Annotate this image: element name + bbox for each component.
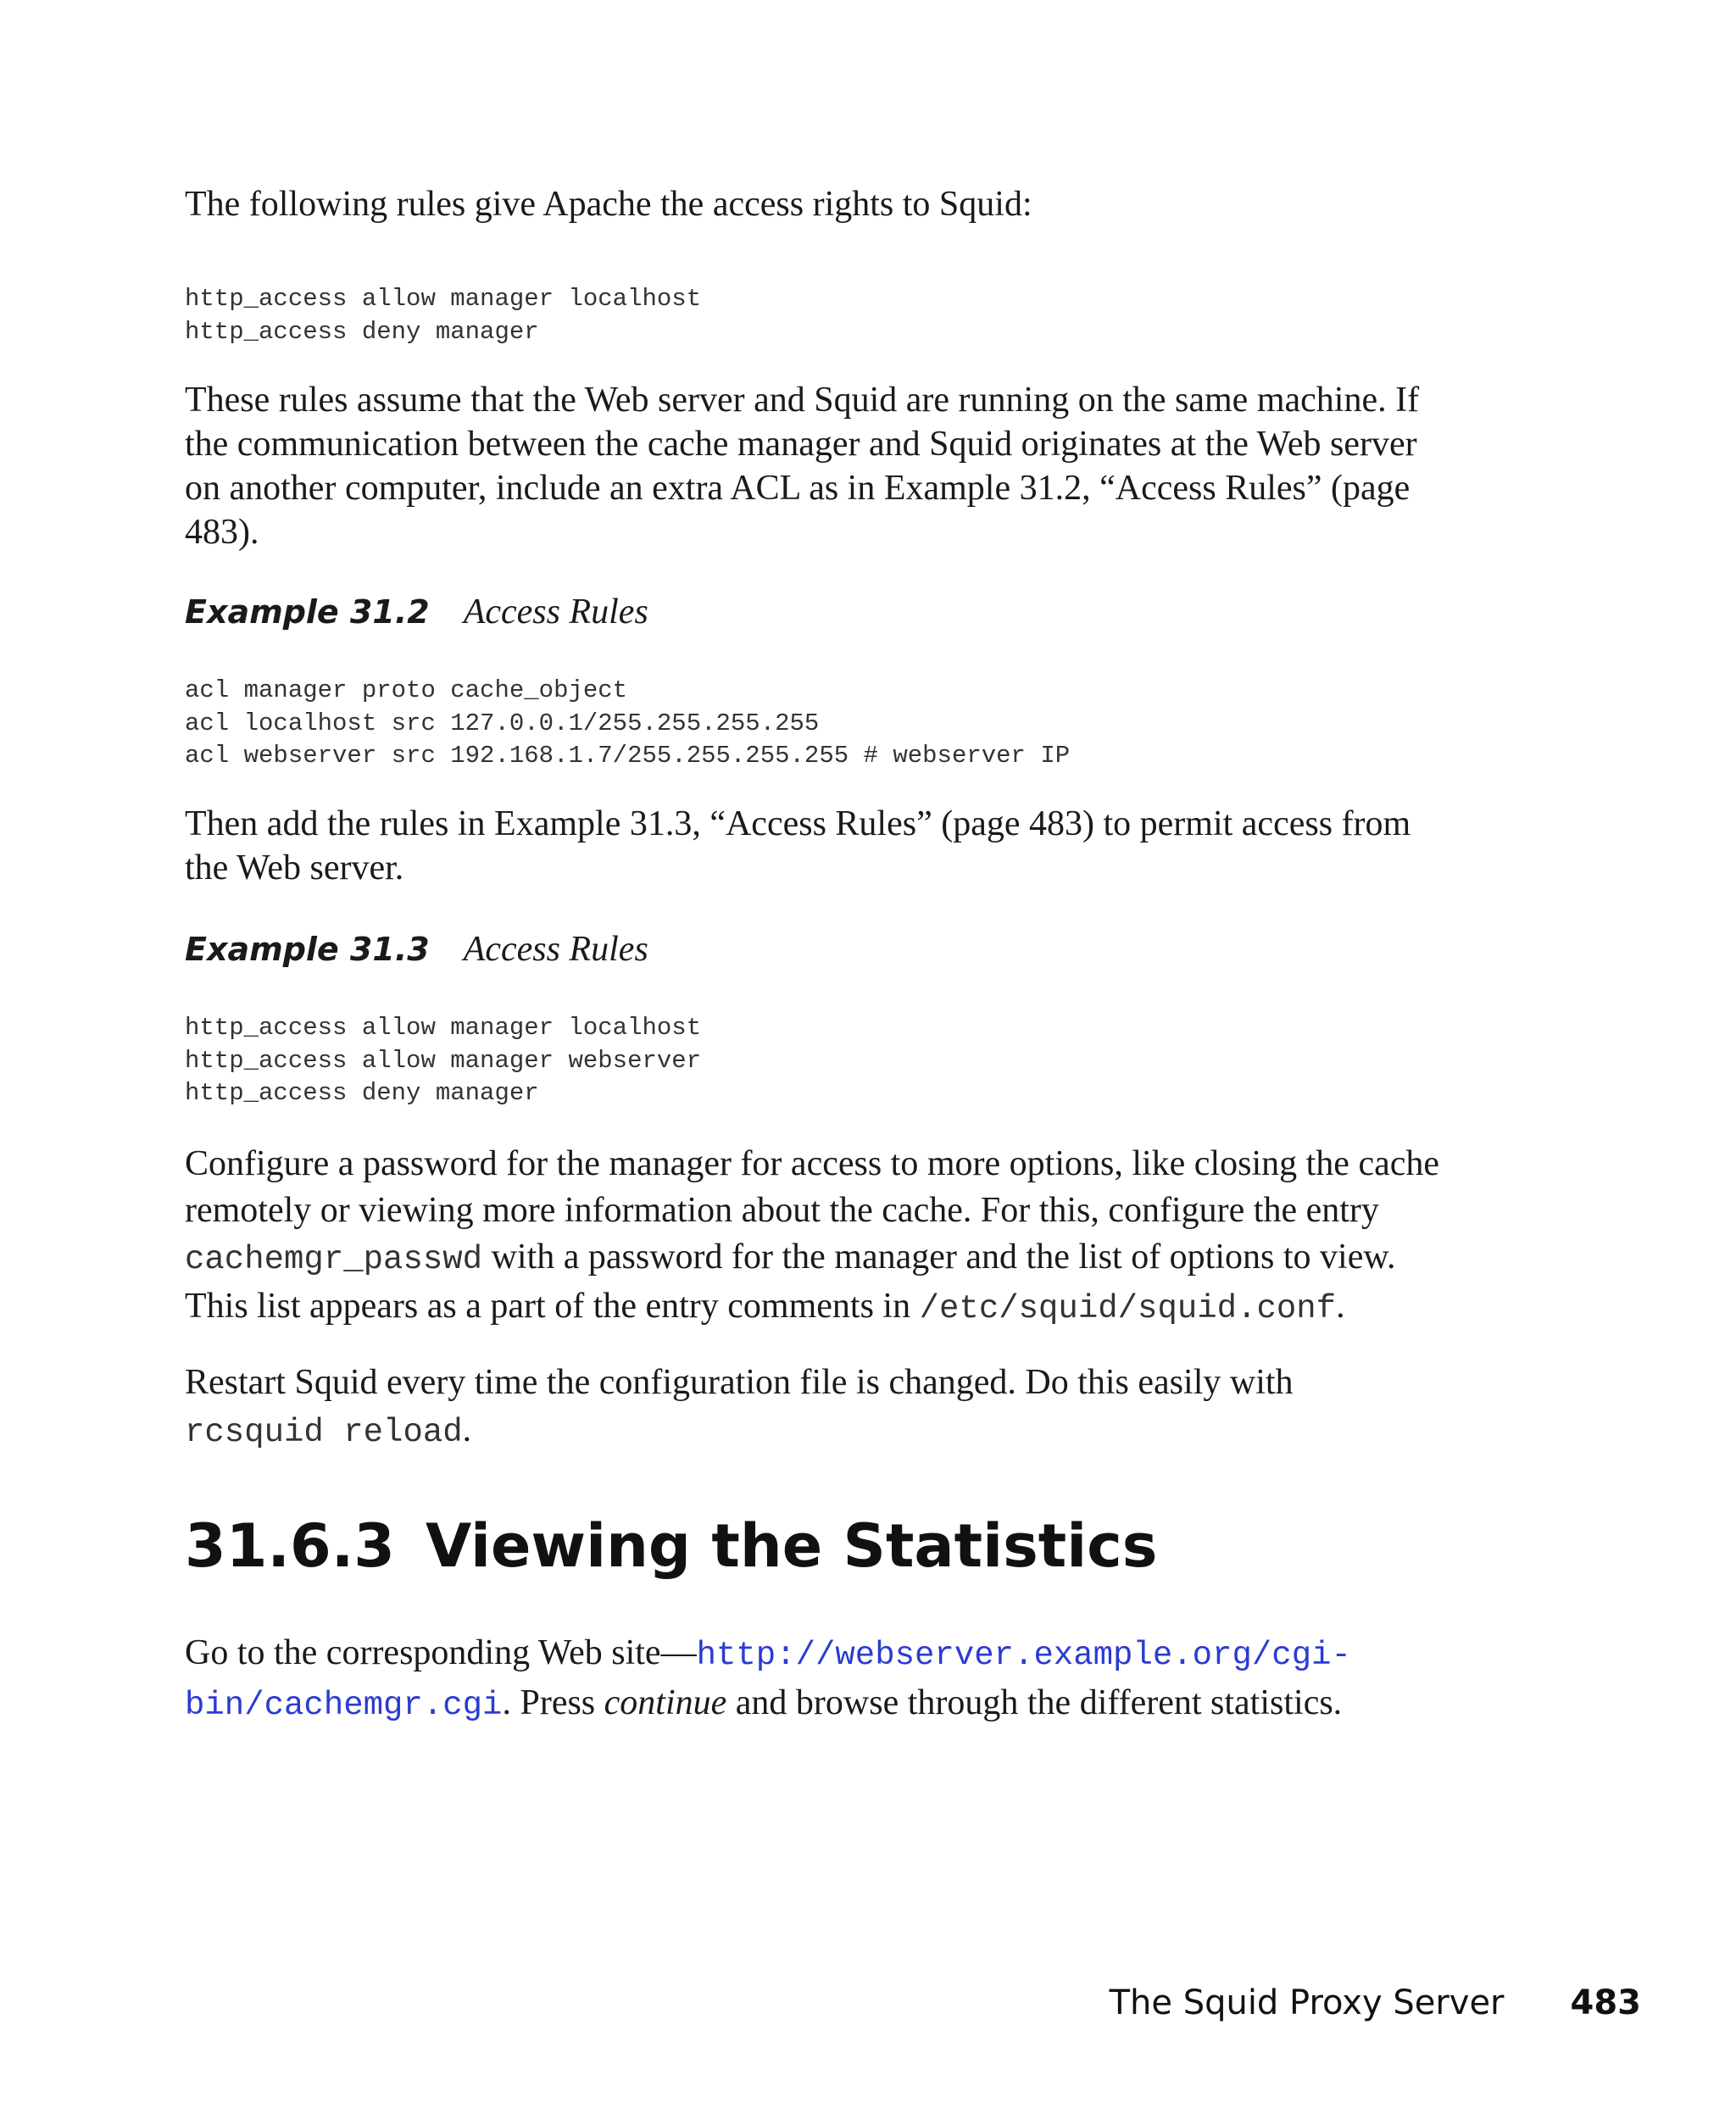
example-label: Example 31.2 (185, 593, 430, 631)
code-block-rules: http_access allow manager localhost http_access deny manager (185, 285, 702, 346)
example-31-3-title (185, 927, 648, 971)
section-title: Viewing the Statistics (426, 1511, 1158, 1581)
example-name: Access Rules (463, 592, 648, 631)
assumption-paragraph: These rules assume that the Web server and Squid are running on the same machine. If the communication between the cache manager and Squid originates at the Web server on another computer, include an extra ACL as in Example 31.2, “Access Rules” (page 483). (185, 381, 1420, 552)
configure-text-3: . (1336, 1287, 1345, 1326)
configure-text-1: Configure a password for the manager for access to more options, like closing the cache remotely or viewing more information about the cache. For this, configure the entry (185, 1144, 1440, 1230)
intro-paragraph: The following rules give Apache the access rights to Squid: (185, 185, 1032, 224)
cachemgr-link[interactable]: http://webserver.example.org/cgi-bin/cachemgr.cgi (185, 1637, 1351, 1724)
configure-text-2: with a password for the manager and the list of options to view. This list appears as a part of the entry comments in (185, 1238, 1396, 1326)
code-block-acl: acl manager proto cache_object acl localhost src 127.0.0.1/255.255.255.255 acl webserver src 192.168.1.7/255.255.255.255 # webserver IP (185, 676, 1071, 770)
restart-paragraph (185, 1359, 1439, 1456)
restart-text-2: . (462, 1410, 472, 1449)
example-name: Access Rules (463, 930, 648, 969)
example-31-2-title (185, 590, 648, 634)
footer-chapter-title: The Squid Proxy Server (1109, 1983, 1505, 2022)
goto-text-1: Go to the corresponding Web site— (185, 1633, 697, 1672)
page-number: 483 (1570, 1983, 1641, 2022)
then-paragraph: Then add the rules in Example 31.3, “Access Rules” (page 483) to permit access from the Web server. (185, 804, 1411, 887)
goto-text-3: and browse through the different statistics. (726, 1683, 1343, 1722)
restart-text-1: Restart Squid every time the configuration file is changed. Do this easily with (185, 1363, 1294, 1402)
goto-text-2: . Press (502, 1683, 604, 1722)
example-label: Example 31.3 (185, 931, 430, 968)
section-heading (185, 1510, 1157, 1582)
code-block-access: http_access allow manager localhost http_access allow manager webserver http_access deny manager (185, 1014, 702, 1107)
configure-paragraph (185, 1141, 1439, 1332)
squid-conf-path: /etc/squid/squid.conf (919, 1290, 1337, 1327)
section-number: 31.6.3 (185, 1511, 396, 1581)
goto-paragraph (185, 1629, 1439, 1729)
continue-emphasis: continue (604, 1683, 727, 1722)
cachemgr-passwd-code: cachemgr_passwd (185, 1241, 483, 1278)
page-footer (1110, 1982, 1641, 2024)
rcsquid-command: rcsquid reload (185, 1414, 463, 1451)
